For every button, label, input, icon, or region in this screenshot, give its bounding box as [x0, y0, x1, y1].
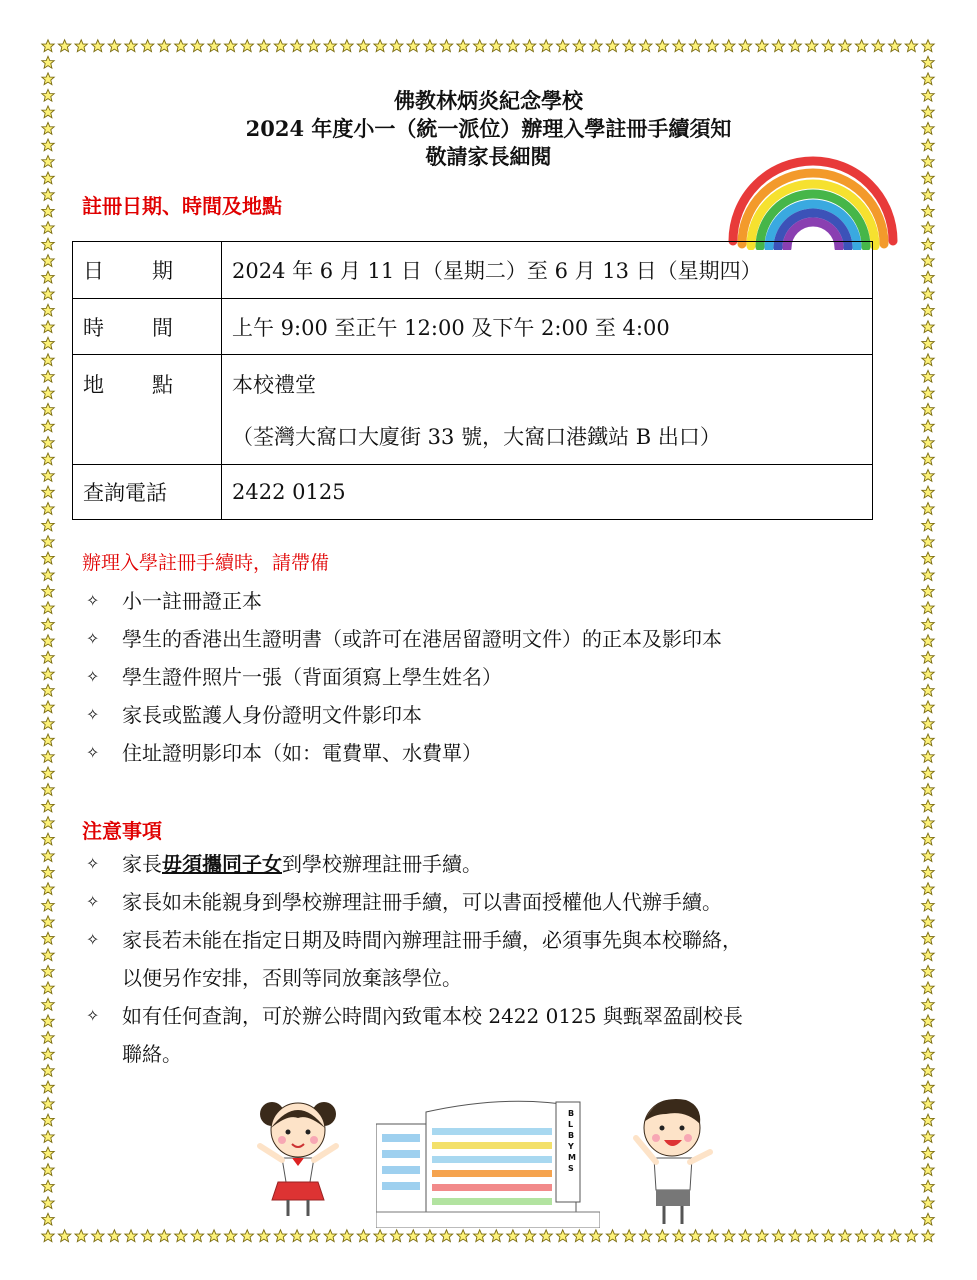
star-icon: [42, 618, 54, 630]
star-icon: [573, 1230, 585, 1242]
star-icon: [922, 1065, 934, 1077]
star-icon: [922, 222, 934, 234]
star-icon: [42, 321, 54, 333]
star-icon: [922, 817, 934, 829]
star-icon: [540, 40, 552, 52]
row-label: 時: [83, 315, 104, 340]
star-icon: [357, 1230, 369, 1242]
star-icon: [42, 750, 54, 762]
star-icon: [390, 40, 402, 52]
star-icon: [839, 1230, 851, 1242]
star-icon: [922, 767, 934, 779]
star-icon: [291, 40, 303, 52]
diamond-star-icon: ✧: [86, 892, 100, 911]
diamond-star-icon: ✧: [86, 854, 100, 873]
star-icon: [191, 40, 203, 52]
star-icon: [723, 1230, 735, 1242]
star-icon: [922, 618, 934, 630]
diamond-star-icon: ✧: [86, 705, 100, 724]
star-icon: [42, 387, 54, 399]
star-icon: [42, 635, 54, 647]
star-icon: [42, 552, 54, 564]
star-icon: [307, 40, 319, 52]
star-icon: [922, 1230, 934, 1242]
star-icon: [208, 1230, 220, 1242]
star-icon: [922, 420, 934, 432]
star-icon: [457, 1230, 469, 1242]
star-icon: [507, 1230, 519, 1242]
diamond-star-icon: ✧: [86, 930, 100, 949]
star-icon: [756, 1230, 768, 1242]
list-item: ✧ 住址證明影印本（如：電費單、水費單）: [82, 734, 722, 772]
star-icon: [922, 651, 934, 663]
star-icon: [606, 1230, 618, 1242]
star-icon: [490, 40, 502, 52]
star-icon: [922, 288, 934, 300]
star-icon: [806, 40, 818, 52]
star-icon: [357, 40, 369, 52]
star-icon: [922, 1164, 934, 1176]
table-row: [73, 299, 873, 355]
star-icon: [590, 1230, 602, 1242]
star-icon: [922, 172, 934, 184]
section-heading-documents: 辦理入學註冊手續時，請帶備: [82, 552, 330, 574]
star-icon: [922, 73, 934, 85]
list-item: ✧ 家長或監護人身份證明文件影印本: [82, 696, 722, 734]
star-icon: [141, 1230, 153, 1242]
star-icon: [922, 982, 934, 994]
star-icon: [473, 1230, 485, 1242]
star-icon: [739, 1230, 751, 1242]
star-icon: [922, 800, 934, 812]
time-value: 上午 9:00 至正午 12:00 及下午 2:00 至 4:00: [222, 299, 873, 355]
star-icon: [889, 40, 901, 52]
star-icon: [922, 734, 934, 746]
star-icon: [922, 321, 934, 333]
diamond-star-icon: ✧: [86, 743, 100, 762]
diamond-star-icon: ✧: [86, 1006, 100, 1025]
star-icon: [822, 40, 834, 52]
star-icon: [42, 998, 54, 1010]
star-icon: [689, 40, 701, 52]
star-icon: [324, 1230, 336, 1242]
star-icon: [42, 503, 54, 515]
star-icon: [922, 337, 934, 349]
star-icon: [656, 40, 668, 52]
star-icon: [75, 1230, 87, 1242]
star-icon: [424, 1230, 436, 1242]
star-icon: [42, 1131, 54, 1143]
star-icon: [341, 1230, 353, 1242]
star-icon: [92, 40, 104, 52]
star-icon: [922, 470, 934, 482]
star-icon: [42, 883, 54, 895]
star-icon: [922, 189, 934, 201]
star-icon: [922, 1048, 934, 1060]
star-icon: [58, 40, 70, 52]
star-icon: [42, 238, 54, 250]
star-icon: [42, 668, 54, 680]
star-icon: [922, 602, 934, 614]
star-icon: [457, 40, 469, 52]
star-icon: [42, 1197, 54, 1209]
star-icon: [92, 1230, 104, 1242]
notes-list: [82, 845, 922, 1073]
list-item: ✧ 家長如未能親身到學校辦理註冊手續，可以書面授權他人代辦手續。: [82, 883, 922, 921]
star-icon: [905, 40, 917, 52]
venue-value: 本校禮堂: [232, 373, 316, 397]
star-icon: [789, 40, 801, 52]
star-icon: [922, 784, 934, 796]
star-icon: [872, 1230, 884, 1242]
star-icon: [42, 833, 54, 845]
list-item: ✧ 家長毋須攜同子女到學校辦理註冊手續。: [82, 845, 922, 883]
star-icon: [922, 453, 934, 465]
star-icon: [390, 1230, 402, 1242]
star-icon: [42, 932, 54, 944]
star-icon: [407, 40, 419, 52]
star-icon: [42, 288, 54, 300]
table-row: [73, 355, 873, 465]
star-icon: [208, 40, 220, 52]
star-icon: [922, 238, 934, 250]
star-icon: [42, 949, 54, 961]
star-icon: [291, 1230, 303, 1242]
star-icon: [922, 701, 934, 713]
star-icon: [922, 850, 934, 862]
star-icon: [922, 965, 934, 977]
star-icon: [241, 1230, 253, 1242]
star-icon: [42, 420, 54, 432]
star-icon: [341, 40, 353, 52]
school-building-illustration: [376, 1094, 600, 1228]
diamond-star-icon: ✧: [86, 629, 100, 648]
star-icon: [922, 635, 934, 647]
star-icon: [158, 1230, 170, 1242]
star-icon: [922, 585, 934, 597]
star-icon: [258, 40, 270, 52]
star-icon: [922, 403, 934, 415]
row-label: 地: [83, 373, 104, 397]
star-icon: [922, 552, 934, 564]
star-icon: [42, 1230, 54, 1242]
star-icon: [175, 40, 187, 52]
list-item: ✧ 小一註冊證正本: [82, 582, 722, 620]
star-icon: [42, 205, 54, 217]
star-icon: [855, 40, 867, 52]
star-icon: [42, 1065, 54, 1077]
star-icon: [42, 651, 54, 663]
star-icon: [922, 387, 934, 399]
notice-subtitle: 敬請家長細閱: [425, 144, 552, 169]
star-icon: [922, 536, 934, 548]
star-icon: [673, 40, 685, 52]
star-icon: [374, 40, 386, 52]
star-icon: [258, 1230, 270, 1242]
star-icon: [922, 354, 934, 366]
star-icon: [922, 668, 934, 680]
star-icon: [623, 40, 635, 52]
star-icon: [424, 40, 436, 52]
star-icon: [42, 1081, 54, 1093]
star-icon: [42, 817, 54, 829]
star-icon: [42, 866, 54, 878]
star-icon: [557, 1230, 569, 1242]
star-icon: [855, 1230, 867, 1242]
star-icon: [922, 304, 934, 316]
star-icon: [557, 40, 569, 52]
star-icon: [922, 833, 934, 845]
star-icon: [922, 949, 934, 961]
star-icon: [42, 370, 54, 382]
star-icon: [42, 1213, 54, 1225]
star-icon: [42, 1114, 54, 1126]
star-icon: [922, 1197, 934, 1209]
star-icon: [42, 172, 54, 184]
star-icon: [42, 403, 54, 415]
star-icon: [922, 205, 934, 217]
star-icon: [606, 40, 618, 52]
list-item: ✧ 學生證件照片一張（背面須寫上學生姓名）: [82, 658, 722, 696]
star-icon: [42, 684, 54, 696]
star-icon: [42, 916, 54, 928]
star-icon: [241, 40, 253, 52]
star-icon: [523, 1230, 535, 1242]
star-icon: [922, 717, 934, 729]
star-icon: [42, 1147, 54, 1159]
star-icon: [274, 1230, 286, 1242]
star-icon: [922, 569, 934, 581]
star-icon: [922, 899, 934, 911]
building-sign: BLBYMS: [568, 1109, 576, 1173]
star-icon: [490, 1230, 502, 1242]
star-icon: [42, 304, 54, 316]
star-icon: [191, 1230, 203, 1242]
star-icon: [922, 503, 934, 515]
star-icon: [540, 1230, 552, 1242]
table-row: [73, 465, 873, 520]
star-icon: [772, 40, 784, 52]
star-icon: [324, 40, 336, 52]
star-icon: [922, 56, 934, 68]
star-icon: [922, 519, 934, 531]
star-icon: [922, 370, 934, 382]
star-icon: [42, 1031, 54, 1043]
star-icon: [42, 701, 54, 713]
star-icon: [42, 337, 54, 349]
star-icon: [922, 1114, 934, 1126]
star-icon: [42, 354, 54, 366]
venue-address: （荃灣大窩口大廈街 33 號，大窩口港鐵站 B 出口）: [232, 425, 721, 449]
star-icon: [507, 40, 519, 52]
star-icon: [42, 73, 54, 85]
star-icon: [42, 453, 54, 465]
star-icon: [872, 40, 884, 52]
section-heading-notes: 注意事項: [82, 819, 162, 843]
star-icon: [739, 40, 751, 52]
row-label: 期: [152, 259, 173, 283]
star-icon: [42, 767, 54, 779]
star-icon: [922, 998, 934, 1010]
star-icon: [42, 965, 54, 977]
star-icon: [922, 1031, 934, 1043]
star-icon: [42, 189, 54, 201]
star-icon: [108, 1230, 120, 1242]
star-icon: [922, 271, 934, 283]
star-icon: [42, 585, 54, 597]
star-icon: [42, 271, 54, 283]
star-icon: [125, 1230, 137, 1242]
list-item: ✧ 家長若未能在指定日期及時間內辦理註冊手續，必須事先與本校聯絡， 以便另作安排，否則等同放棄該學位。: [82, 921, 922, 997]
star-icon: [822, 1230, 834, 1242]
star-icon: [756, 40, 768, 52]
star-icon: [922, 1213, 934, 1225]
row-label: 點: [152, 373, 173, 397]
star-icon: [42, 436, 54, 448]
star-icon: [922, 1131, 934, 1143]
registration-info-table: [72, 241, 873, 520]
star-icon: [224, 40, 236, 52]
star-icon: [922, 1180, 934, 1192]
star-icon: [922, 436, 934, 448]
star-icon: [839, 40, 851, 52]
star-icon: [158, 40, 170, 52]
star-icon: [42, 899, 54, 911]
star-icon: [922, 1081, 934, 1093]
star-icon: [75, 40, 87, 52]
star-icon: [374, 1230, 386, 1242]
star-icon: [523, 40, 535, 52]
star-icon: [590, 40, 602, 52]
star-icon: [42, 1048, 54, 1060]
boy-illustration: [626, 1092, 722, 1232]
star-icon: [922, 1098, 934, 1110]
star-icon: [922, 866, 934, 878]
star-icon: [42, 519, 54, 531]
star-icon: [108, 40, 120, 52]
star-icon: [307, 1230, 319, 1242]
date-value: 2024 年 6 月 11 日（星期二）至 6 月 13 日（星期四）: [222, 242, 873, 299]
school-name: 佛教林炳炎紀念學校: [394, 88, 583, 113]
notice-title: 2024 年度小一（統一派位）辦理入學註冊手續須知: [245, 116, 732, 141]
star-icon: [42, 470, 54, 482]
star-icon: [42, 800, 54, 812]
diamond-star-icon: ✧: [86, 667, 100, 686]
star-icon: [922, 883, 934, 895]
star-icon: [889, 1230, 901, 1242]
star-icon: [42, 1098, 54, 1110]
star-icon: [922, 486, 934, 498]
star-icon: [573, 40, 585, 52]
star-icon: [407, 1230, 419, 1242]
star-icon: [922, 1015, 934, 1027]
star-icon: [42, 734, 54, 746]
row-label: 日: [83, 259, 104, 283]
section-heading-registration: 註冊日期、時間及地點: [82, 194, 282, 218]
star-icon: [806, 1230, 818, 1242]
star-icon: [224, 1230, 236, 1242]
list-item: ✧ 如有任何查詢，可於辦公時間內致電本校 2422 0125 與甄翠盈副校長 聯絡。: [82, 997, 922, 1073]
star-icon: [42, 850, 54, 862]
emphasis-text: 毋須攜同子女: [162, 852, 282, 876]
girl-illustration: [248, 1092, 348, 1224]
star-icon: [42, 784, 54, 796]
row-label: 查詢電話: [73, 465, 222, 520]
star-icon: [922, 750, 934, 762]
star-icon: [42, 536, 54, 548]
documents-list: [82, 582, 722, 772]
star-icon: [42, 40, 54, 52]
list-item: ✧ 學生的香港出生證明書（或許可在港居留證明文件）的正本及影印本: [82, 620, 722, 658]
star-icon: [175, 1230, 187, 1242]
star-icon: [42, 602, 54, 614]
star-icon: [922, 255, 934, 267]
star-icon: [274, 40, 286, 52]
star-icon: [723, 40, 735, 52]
star-icon: [141, 40, 153, 52]
star-icon: [922, 684, 934, 696]
star-icon: [905, 1230, 917, 1242]
row-label: 間: [152, 315, 173, 340]
star-icon: [42, 569, 54, 581]
diamond-star-icon: ✧: [86, 591, 100, 610]
enquiry-phone: 2422 0125: [222, 465, 873, 520]
star-icon: [42, 982, 54, 994]
star-icon: [42, 717, 54, 729]
star-icon: [473, 40, 485, 52]
star-icon: [125, 40, 137, 52]
star-icon: [42, 486, 54, 498]
star-icon: [42, 56, 54, 68]
star-icon: [789, 1230, 801, 1242]
star-icon: [58, 1230, 70, 1242]
star-icon: [42, 222, 54, 234]
star-icon: [42, 255, 54, 267]
star-icon: [42, 1015, 54, 1027]
star-icon: [922, 916, 934, 928]
star-icon: [706, 40, 718, 52]
star-icon: [922, 932, 934, 944]
star-icon: [640, 40, 652, 52]
table-row: [73, 242, 873, 299]
star-icon: [922, 1147, 934, 1159]
star-icon: [922, 40, 934, 52]
star-icon: [440, 40, 452, 52]
star-icon: [772, 1230, 784, 1242]
star-icon: [42, 1164, 54, 1176]
star-icon: [42, 1180, 54, 1192]
star-icon: [440, 1230, 452, 1242]
